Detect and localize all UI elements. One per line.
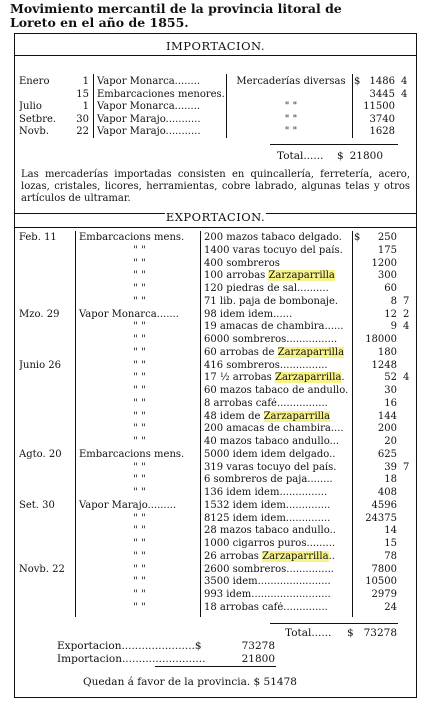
import-vessel-leader: ...........	[165, 126, 201, 138]
import-header-rule	[15, 55, 416, 56]
export-item-text: 136 idem idem...............	[204, 487, 328, 498]
export-date: Junio 26	[19, 359, 62, 371]
export-item-highlight: Zarzaparrilla	[277, 346, 345, 358]
export-item	[204, 398, 352, 410]
import-vessel-leader: ...........	[165, 113, 201, 125]
export-vessel: " "	[133, 601, 146, 613]
import-vessel-leader: ........	[174, 101, 201, 113]
export-col-divider-1	[75, 231, 76, 617]
export-item-highlight: Zarzaparrilla	[275, 372, 342, 384]
import-col-divider-2	[226, 74, 227, 138]
import-day: 22	[76, 126, 89, 138]
export-item-text: 1000 cigarros puros.........	[204, 538, 336, 549]
import-amount: 3445	[369, 88, 395, 100]
export-vessel: Embarcacions mens.	[79, 232, 185, 243]
export-col-divider-2	[200, 231, 201, 617]
export-item-text: 6000 sombreros................	[204, 334, 338, 345]
export-amount: 2979	[371, 589, 397, 600]
import-month: Setbre.	[19, 113, 57, 125]
import-vessel	[97, 89, 225, 101]
export-item-text: 17 ½ arrobas	[204, 372, 275, 384]
import-month: Enero	[19, 76, 50, 87]
export-cents: 7	[403, 461, 410, 473]
export-date: Feb. 11	[19, 232, 57, 243]
export-amount: 78	[384, 550, 397, 562]
export-item	[204, 372, 352, 384]
export-amount: 30	[384, 385, 397, 396]
import-goods: Mercaderías diversas	[236, 76, 346, 87]
export-amount: 52	[384, 372, 397, 384]
import-note: Las mercaderías importadas consisten en quincallería, ferretería, acero, lozas, cristales, licores, herramientas, cobre labrado, algunas telas y otros artículos de ultramar.	[21, 169, 410, 204]
import-vessel-name: Vapor Monarca	[97, 76, 175, 87]
export-vessel: " "	[133, 410, 146, 422]
export-vessel: " "	[133, 397, 146, 409]
export-cents: 7	[403, 295, 410, 307]
import-total-rule	[270, 144, 398, 145]
import-vessel-leader: ........	[174, 76, 201, 87]
export-amount: 180	[377, 346, 397, 358]
import-vessel	[97, 101, 225, 113]
export-amount: 16	[384, 397, 397, 409]
import-goods: " "	[284, 101, 298, 113]
import-row	[15, 126, 416, 138]
export-amount: 175	[377, 244, 397, 256]
export-item-text: 18 arrobas café..............	[204, 601, 328, 613]
export-amount: 300	[377, 270, 397, 282]
export-vessel: " "	[133, 295, 146, 307]
export-item-text: 8125 idem idem..............	[204, 512, 331, 524]
import-amount: 1486	[369, 76, 395, 87]
summary-rule	[155, 666, 276, 667]
export-cents: 4	[403, 372, 410, 384]
import-cents: 4	[401, 76, 408, 87]
export-item-text: 416 sombreros...............	[204, 359, 328, 371]
import-day: 1	[82, 101, 89, 113]
export-item-text: 100 arrobas	[204, 270, 269, 282]
export-item-suffix: ..	[328, 550, 335, 562]
export-item	[204, 513, 352, 525]
export-amount: 9	[390, 321, 397, 333]
import-day: 30	[76, 113, 89, 125]
export-item-text: 1400 varas tocuyo del país.	[204, 244, 343, 256]
export-date: Novb. 22	[19, 563, 65, 575]
export-item	[204, 525, 352, 537]
export-vessel: " "	[133, 474, 146, 486]
export-item-highlight: Zarzaparrilla	[263, 410, 330, 422]
export-amount: 250	[377, 232, 397, 243]
export-amount: 18000	[365, 334, 397, 345]
export-amount: 200	[377, 423, 397, 435]
export-vessel: " "	[133, 346, 146, 358]
export-vessel: " "	[133, 270, 146, 282]
import-vessel	[97, 114, 225, 126]
export-item	[204, 283, 352, 295]
export-vessel: Vapor Marajo.........	[79, 499, 177, 511]
export-amount: 1248	[371, 359, 397, 371]
import-col-divider-1	[93, 74, 94, 138]
export-cents: 2	[403, 308, 410, 320]
export-item-text: 993 idem.........................	[204, 589, 331, 600]
export-amount: 4596	[371, 499, 397, 511]
export-amount: 8	[390, 295, 397, 307]
summary-importacion-label: Importacion.........................	[57, 653, 206, 665]
export-amount: 7800	[371, 563, 397, 575]
export-vessel: " "	[133, 512, 146, 524]
export-total-value: 73278	[363, 627, 397, 639]
export-item	[204, 347, 352, 359]
export-item	[204, 462, 352, 474]
export-item-text: 40 mazos tabaco andullo...	[204, 436, 340, 447]
export-total-rule	[270, 623, 398, 624]
export-item	[204, 474, 352, 486]
export-amount: 12	[384, 308, 397, 320]
export-item	[204, 538, 352, 550]
export-item	[204, 270, 352, 282]
import-month: Julio	[19, 101, 42, 113]
export-date: Set. 30	[19, 499, 55, 511]
ledger-frame	[14, 33, 417, 698]
import-vessel-name: Vapor Marajo	[97, 126, 166, 138]
export-item-text: 319 varas tocuyo del país.	[204, 461, 337, 473]
export-item	[204, 360, 352, 372]
export-item-text: 120 piedras de sal..........	[204, 283, 329, 294]
export-item-text: 8 arrobas café................	[204, 397, 328, 409]
export-item-text: 28 mazos tabaco andullo..	[204, 525, 336, 537]
export-amount: 408	[377, 487, 397, 498]
export-total-currency: $	[347, 627, 354, 639]
export-item	[204, 411, 352, 423]
import-month: Novb.	[19, 126, 49, 138]
document-title-line-2: Loreto en el año de 1855.	[10, 15, 189, 30]
export-header-rule	[15, 227, 416, 228]
export-item	[204, 602, 352, 614]
export-vessel: " "	[133, 257, 146, 269]
export-vessel: " "	[133, 525, 146, 537]
export-item	[204, 296, 352, 308]
import-goods: " "	[284, 126, 298, 138]
export-item-text: 98 idem idem......	[204, 308, 293, 320]
import-amount: 3740	[369, 113, 395, 125]
export-cents: 4	[403, 321, 410, 333]
export-item-suffix: .	[341, 372, 345, 384]
export-vessel: " "	[133, 487, 146, 498]
document-title-line-1: Movimiento mercantil de la provincia litoral de	[10, 1, 342, 16]
import-vessel-name: Vapor Marajo	[97, 113, 166, 125]
import-col-divider-3	[352, 74, 353, 138]
export-amount: 60	[384, 283, 397, 294]
import-vessel	[97, 126, 225, 138]
import-row	[15, 89, 416, 101]
export-item	[204, 385, 352, 397]
export-amount: 144	[377, 410, 397, 422]
export-item-text: 71 lib. paja de bombonaje.	[204, 295, 339, 307]
export-item	[204, 232, 352, 244]
export-item-text: 19 amacas de chambira......	[204, 321, 344, 333]
import-currency: $	[354, 76, 361, 87]
import-row	[15, 114, 416, 126]
export-col-divider-3	[352, 231, 353, 617]
export-item	[204, 334, 352, 346]
import-row	[15, 76, 416, 88]
export-item	[204, 487, 352, 499]
export-amount: 24	[384, 601, 397, 613]
summary-exportacion-label: Exportacion......................$	[57, 640, 202, 652]
export-amount: 15	[384, 538, 397, 549]
summary-importacion-value: 21800	[241, 653, 275, 665]
export-item	[204, 576, 352, 588]
export-vessel: Embarcacions mens.	[79, 448, 185, 460]
export-item	[204, 589, 352, 601]
export-item-text: 48 idem de	[204, 410, 264, 422]
export-vessel: Vapor Monarca.......	[79, 308, 179, 320]
export-vessel: " "	[133, 563, 146, 575]
export-item	[204, 258, 352, 270]
export-total-label: Total......	[285, 627, 332, 639]
import-amount: 1628	[369, 126, 395, 138]
summary-exportacion-value: 73278	[241, 640, 275, 652]
import-total-value: 21800	[349, 150, 383, 162]
export-amount: 24375	[365, 512, 397, 524]
export-vessel: " "	[133, 359, 146, 371]
export-vessel: " "	[133, 576, 146, 588]
export-amount: 1200	[371, 257, 397, 269]
import-vessel	[97, 76, 225, 88]
export-item-text: 200 mazos tabaco delgado.	[204, 232, 342, 243]
export-vessel: " "	[133, 538, 146, 549]
export-amount: 20	[384, 436, 397, 447]
export-vessel: " "	[133, 334, 146, 345]
export-item-text: 200 amacas de chambira....	[204, 423, 344, 435]
export-item	[204, 500, 352, 512]
export-amount: 39	[384, 461, 397, 473]
import-day: 1	[82, 76, 89, 87]
export-item-text: 6 sombreros de paja........	[204, 474, 333, 486]
export-vessel: " "	[133, 461, 146, 473]
export-item	[204, 551, 352, 563]
export-vessel: " "	[133, 423, 146, 435]
exportacion-heading: EXPORTACION.	[165, 210, 266, 224]
export-item	[204, 436, 352, 448]
export-item	[204, 449, 352, 461]
export-date: Mzo. 29	[19, 308, 60, 320]
export-amount: 18	[384, 474, 397, 486]
export-item-text: 5000 idem idem delgado..	[204, 448, 336, 460]
export-item	[204, 245, 352, 257]
export-item-text: 400 sombreros	[204, 257, 280, 269]
export-item	[204, 321, 352, 333]
export-item	[204, 423, 352, 435]
import-goods: " "	[284, 113, 298, 125]
import-row	[15, 101, 416, 113]
export-item-text: 3500 idem.......................	[204, 576, 331, 588]
export-item-highlight: Zarzaparrilla	[268, 270, 335, 282]
import-total-label: Total......	[277, 150, 324, 162]
export-amount: 10500	[365, 576, 397, 588]
export-vessel: " "	[133, 436, 146, 447]
export-amount: 14	[384, 525, 397, 537]
export-vessel: " "	[133, 372, 146, 384]
import-total-currency: $	[337, 150, 344, 162]
import-vessel-name: Vapor Monarca	[97, 101, 175, 113]
export-item-text: 60 mazos tabaco de andullo.	[204, 385, 349, 396]
export-vessel: " "	[133, 283, 146, 294]
import-day: 15	[76, 88, 89, 100]
import-cents: 4	[401, 88, 408, 100]
export-item	[204, 309, 352, 321]
export-item-text: 1532 idem idem..............	[204, 499, 331, 511]
export-currency: $	[354, 232, 361, 243]
export-vessel: " "	[133, 550, 146, 562]
export-item-text: 26 arrobas	[204, 550, 263, 562]
export-item-highlight: Zarzaparrilla	[262, 550, 329, 562]
export-vessel: " "	[133, 321, 146, 333]
import-vessel-name: Embarcaciones menores.	[97, 88, 225, 100]
import-amount: 11500	[363, 101, 395, 113]
export-vessel: " "	[133, 244, 146, 256]
export-amount: 625	[377, 448, 397, 460]
export-item-text: 2600 sombreros...............	[204, 563, 334, 575]
export-vessel: " "	[133, 589, 146, 600]
export-date: Agto. 20	[19, 448, 62, 460]
export-item	[204, 564, 352, 576]
export-vessel: " "	[133, 385, 146, 396]
export-item-text: 60 arrobas de	[204, 346, 278, 358]
importacion-heading: IMPORTACION.	[165, 39, 266, 53]
summary-favor-line: Quedan á favor de la provincia. $ 51478	[83, 676, 297, 688]
